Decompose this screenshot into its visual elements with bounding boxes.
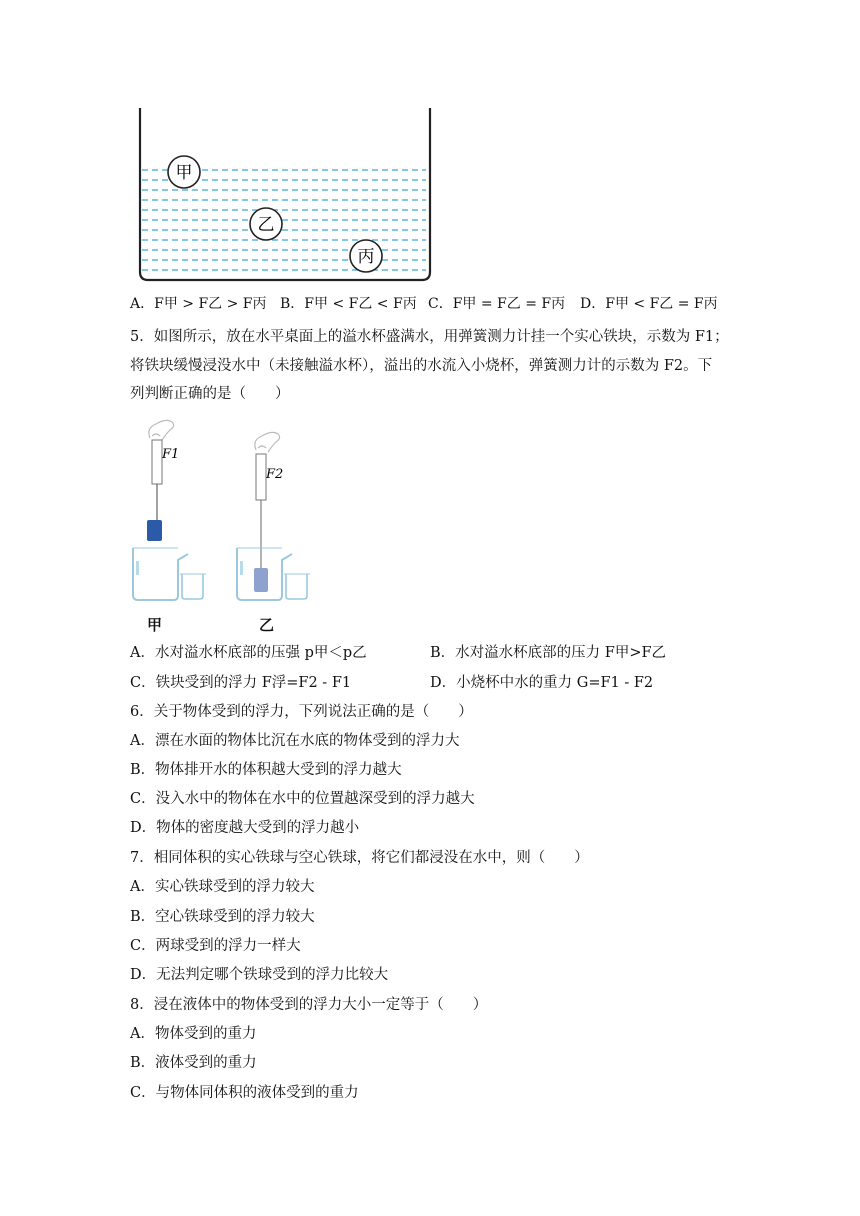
spring-scale-left <box>152 440 162 484</box>
iron-block-left <box>147 520 162 541</box>
q8-option-a[interactable]: A．物体受到的重力 <box>130 1026 257 1042</box>
q6-option-d[interactable]: D．物体的密度越大受到的浮力越小 <box>130 820 360 836</box>
q7-option-c[interactable]: C．两球受到的浮力一样大 <box>130 938 301 954</box>
q5-option-a[interactable]: A．水对溢水杯底部的压强 p甲＜p乙 <box>130 645 367 661</box>
overflow-cup-figure <box>126 410 326 605</box>
overflow-cup-left <box>133 548 188 600</box>
ball-bing <box>350 240 382 272</box>
q6-stem: 6．关于物体受到的浮力，下列说法正确的是（ ） <box>130 704 473 720</box>
q7-option-a[interactable]: A．实心铁球受到的浮力较大 <box>130 879 315 895</box>
q7-option-b[interactable]: B．空心铁球受到的浮力较大 <box>130 909 315 925</box>
spring-scale-right <box>256 454 266 500</box>
ball-yi-label: 乙 <box>257 215 275 235</box>
q5-stem-line-2: 将铁块缓慢浸没水中（未接触溢水杯），溢出的水流入小烧杯，弹簧测力计的示数为 F2。下 <box>130 358 713 374</box>
small-beaker-left <box>182 574 203 599</box>
ball-bing-label: 丙 <box>357 247 375 267</box>
q5-stem-line-1: 5．如图所示，放在水平桌面上的溢水杯盛满水，用弹簧测力计挂一个实心铁块，示数为 F1； <box>130 329 729 345</box>
q7-stem: 7．相同体积的实心铁球与空心铁球，将它们都浸没在水中，则（ ） <box>130 850 589 866</box>
q7-option-d[interactable]: D．无法判定哪个铁球受到的浮力比较大 <box>130 967 389 983</box>
q6-option-b[interactable]: B．物体排开水的体积越大受到的浮力越大 <box>130 762 402 778</box>
ball-jia <box>168 156 200 188</box>
q5-option-c[interactable]: C．铁块受到的浮力 F浮=F2 - F1 <box>130 675 352 691</box>
iron-block-right <box>254 568 268 592</box>
q5-option-d[interactable]: D．小烧杯中水的重力 G=F1 - F2 <box>430 675 654 691</box>
q5-option-b[interactable]: B．水对溢水杯底部的压力 F甲>F乙 <box>430 645 667 661</box>
ball-yi <box>250 208 282 240</box>
force-f2-label: F2 <box>266 467 284 482</box>
q4-option-d[interactable]: D．F甲 < F乙 = F丙 <box>580 296 718 312</box>
small-beaker-right <box>286 574 307 599</box>
q6-option-a[interactable]: A．漂在水面的物体比沉在水底的物体受到的浮力大 <box>130 733 460 749</box>
q8-option-b[interactable]: B．液体受到的重力 <box>130 1055 257 1071</box>
container-figure <box>130 104 440 286</box>
container-wall <box>140 108 430 280</box>
hand-right-icon <box>255 432 280 452</box>
figure-caption-yi: 乙 <box>259 616 275 634</box>
q6-option-c[interactable]: C．没入水中的物体在水中的位置越深受到的浮力越大 <box>130 791 475 807</box>
figure-caption-jia: 甲 <box>147 616 163 634</box>
hand-left-icon <box>149 420 174 440</box>
q5-stem-line-3: 列判断正确的是（ ） <box>130 386 290 402</box>
q8-option-c[interactable]: C．与物体同体积的液体受到的重力 <box>130 1085 359 1101</box>
q4-option-a[interactable]: A．F甲 > F乙 > F丙 <box>130 296 267 312</box>
force-f1-label: F1 <box>162 447 180 462</box>
q4-option-b[interactable]: B．F甲 < F乙 < F丙 <box>280 296 417 312</box>
q8-stem: 8．浸在液体中的物体受到的浮力大小一定等于（ ） <box>130 997 488 1013</box>
q4-option-c[interactable]: C．F甲 = F乙 = F丙 <box>428 296 566 312</box>
ball-jia-label: 甲 <box>175 163 193 183</box>
